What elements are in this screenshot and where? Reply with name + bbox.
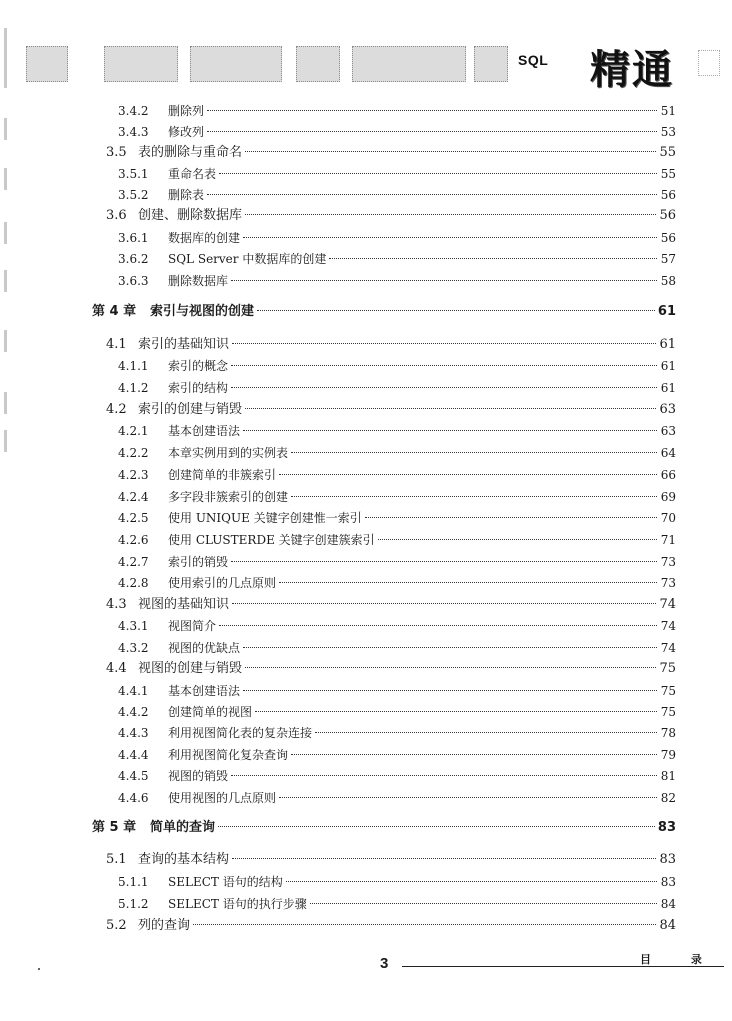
toc-entry-number: 4.4 [106,661,127,676]
toc-entry-title: 视图的销毁 [168,769,229,783]
toc-entry-page: 81 [660,769,676,783]
toc-entry-title: 创建简单的非簇索引 [168,468,277,482]
toc-entry-title: 视图简介 [168,619,217,633]
toc-entry-page: 57 [660,252,676,266]
toc-entry-title: 视图的创建与销毁 [138,661,243,676]
header-pattern-block [26,46,68,82]
toc-leader-dots [310,903,657,904]
toc-leader-dots [207,110,657,111]
toc-entry-title: 查询的基本结构 [138,852,230,867]
toc-leader-dots [231,775,657,776]
scan-edge-mark [4,330,7,352]
toc-leader-dots [232,603,656,604]
scan-edge-mark [4,28,7,88]
toc-entry-number: 4.2.2 [118,446,149,460]
toc-entry-title: 多字段非簇索引的创建 [168,490,289,504]
toc-entry-number: 4.3.2 [118,641,149,655]
toc-subsection-entry [118,552,676,572]
toc-entry-page: 64 [660,446,676,460]
toc-entry-number: 4.2.6 [118,533,149,547]
toc-entry-number: 5.1 [106,852,127,867]
toc-entry-title: 索引的创建与销毁 [138,402,243,417]
toc-entry-page: 71 [660,533,676,547]
scan-speck [38,968,40,970]
page-header [0,28,732,98]
header-pattern-block [296,46,340,82]
toc-leader-dots [286,881,657,882]
toc-section-entry [106,335,676,355]
toc-entry-number: 3.4.3 [118,125,149,139]
toc-leader-dots [279,582,657,583]
toc-leader-dots [231,280,657,281]
toc-entry-page: 56 [659,208,676,223]
toc-leader-dots [291,754,657,755]
toc-entry-page: 74 [660,641,676,655]
toc-entry-number: 3.6.3 [118,274,149,288]
toc-entry-title: 索引的销毁 [168,555,229,569]
toc-section-entry [106,595,676,615]
toc-entry-number: 4.1.1 [118,359,149,373]
toc-leader-dots [219,625,657,626]
toc-subsection-entry [118,681,676,701]
toc-entry-number: 4.1.2 [118,381,149,395]
toc-entry-title: 删除数据库 [168,274,229,288]
toc-entry-page: 63 [660,424,676,438]
toc-subsection-entry [118,249,676,269]
toc-entry-page: 84 [660,897,676,911]
toc-entry-number: 4.4.4 [118,748,149,762]
toc-entry-number: 5.1.1 [118,875,149,889]
toc-entry-page: 83 [659,852,676,867]
toc-entry-title: 简单的查询 [150,820,216,835]
toc-entry-title: 创建简单的视图 [168,705,253,719]
toc-section-entry [106,850,676,870]
toc-entry-page: 56 [660,231,676,245]
toc-entry-page: 51 [660,104,676,118]
toc-entry-number: 4.2.4 [118,490,149,504]
toc-entry-page: 83 [660,875,676,889]
toc-entry-number: 4.2.5 [118,511,149,525]
toc-leader-dots [257,310,655,311]
scan-edge-mark [4,118,7,140]
toc-section-entry [106,206,676,226]
toc-entry-number: 第 5 章 [92,820,137,835]
toc-entry-page: 55 [659,145,676,160]
toc-leader-dots [291,452,657,453]
toc-entry-page: 53 [660,125,676,139]
scan-edge-mark [4,392,7,414]
toc-leader-dots [231,387,657,388]
toc-entry-page: 61 [659,337,676,352]
toc-entry-page: 75 [660,705,676,719]
toc-leader-dots [243,690,657,691]
page-number: 3 [380,955,389,972]
toc-subsection-entry [118,638,676,658]
toc-subsection-entry [118,530,676,550]
toc-section-entry [106,659,676,679]
toc-entry-title: 索引的概念 [168,359,229,373]
toc-leader-dots [255,711,657,712]
toc-entry-page: 70 [660,511,676,525]
toc-entry-number: 3.4.2 [118,104,149,118]
toc-entry-page: 73 [660,555,676,569]
toc-leader-dots [207,131,657,132]
header-right-mark [698,50,720,76]
toc-entry-number: 4.3.1 [118,619,149,633]
toc-subsection-entry [118,788,676,808]
toc-subsection-entry [118,766,676,786]
toc-entry-title: 索引与视图的创建 [150,304,255,319]
toc-entry-number: 5.1.2 [118,897,149,911]
toc-entry-title: SELECT 语句的执行步骤 [168,897,307,911]
toc-subsection-entry [118,872,676,892]
header-sql-label: SQL [518,52,549,68]
toc-leader-dots [245,408,656,409]
toc-leader-dots [231,365,657,366]
toc-leader-dots [279,474,657,475]
toc-subsection-entry [118,465,676,485]
toc-entry-number: 4.2.3 [118,468,149,482]
toc-entry-page: 83 [657,820,676,835]
toc-entry-title: 重命名表 [168,167,217,181]
toc-subsection-entry [118,894,676,914]
header-pattern-block [474,46,508,82]
toc-leader-dots [245,214,656,215]
toc-subsection-entry [118,421,676,441]
toc-leader-dots [232,858,656,859]
toc-entry-page: 63 [659,402,676,417]
toc-entry-number: 4.4.3 [118,726,149,740]
toc-entry-page: 66 [660,468,676,482]
toc-leader-dots [219,173,657,174]
toc-leader-dots [243,430,657,431]
toc-entry-title: 修改列 [168,125,205,139]
toc-subsection-entry [118,443,676,463]
toc-subsection-entry [118,487,676,507]
toc-entry-page: 69 [660,490,676,504]
toc-leader-dots [232,343,656,344]
toc-leader-dots [279,797,657,798]
toc-entry-title: 索引的结构 [168,381,229,395]
scan-edge-mark [4,270,7,292]
toc-subsection-entry [118,508,676,528]
toc-subsection-entry [118,122,676,142]
toc-entry-page: 56 [660,188,676,202]
toc-subsection-entry [118,228,676,248]
toc-entry-number: 3.5.1 [118,167,149,181]
toc-entry-page: 75 [659,661,676,676]
toc-entry-number: 4.3 [106,597,127,612]
toc-entry-title: 视图的优缺点 [168,641,241,655]
toc-entry-title: 基本创建语法 [168,684,241,698]
toc-entry-page: 61 [660,359,676,373]
toc-entry-number: 3.5.2 [118,188,149,202]
toc-leader-dots [291,496,657,497]
toc-entry-page: 61 [660,381,676,395]
toc-chapter-entry [92,302,676,322]
toc-leader-dots [207,194,657,195]
toc-entry-number: 3.6 [106,208,127,223]
toc-entry-page: 79 [660,748,676,762]
toc-section-entry [106,400,676,420]
toc-entry-number: 4.2 [106,402,127,417]
toc-entry-title: 本章实例用到的实例表 [168,446,289,460]
toc-subsection-entry [118,271,676,291]
toc-entry-page: 55 [660,167,676,181]
toc-leader-dots [365,517,657,518]
toc-subsection-entry [118,573,676,593]
toc-entry-title: 删除表 [168,188,205,202]
toc-entry-number: 4.2.7 [118,555,149,569]
toc-entry-number: 4.2.1 [118,424,149,438]
toc-leader-dots [243,237,657,238]
toc-entry-page: 75 [660,684,676,698]
toc-entry-page: 73 [660,576,676,590]
toc-entry-page: 74 [659,597,676,612]
toc-subsection-entry [118,378,676,398]
toc-entry-title: 表的删除与重命名 [138,145,243,160]
toc-entry-number: 4.4.2 [118,705,149,719]
toc-entry-page: 61 [657,304,676,319]
header-pattern-block [190,46,282,82]
scan-edge-mark [4,168,7,190]
toc-entry-number: 4.1 [106,337,127,352]
toc-entry-title: 删除列 [168,104,205,118]
scan-edge-mark [4,222,7,244]
toc-subsection-entry [118,745,676,765]
toc-entry-number: 5.2 [106,918,127,933]
toc-entry-title: 创建、删除数据库 [138,208,243,223]
toc-subsection-entry [118,723,676,743]
toc-leader-dots [193,924,656,925]
toc-subsection-entry [118,356,676,376]
toc-entry-number: 4.4.5 [118,769,149,783]
toc-entry-title: 使用索引的几点原则 [168,576,277,590]
toc-entry-title: 索引的基础知识 [138,337,230,352]
toc-leader-dots [378,539,657,540]
toc-entry-title: 基本创建语法 [168,424,241,438]
toc-entry-number: 4.4.6 [118,791,149,805]
toc-chapter-entry [92,818,676,838]
toc-entry-number: 4.4.1 [118,684,149,698]
scan-edge-mark [4,430,7,452]
toc-leader-dots [245,667,656,668]
toc-entry-page: 74 [660,619,676,633]
toc-entry-title: 数据库的创建 [168,231,241,245]
toc-entry-title: SELECT 语句的结构 [168,875,283,889]
toc-subsection-entry [118,702,676,722]
toc-section-entry [106,143,676,163]
toc-entry-title: 使用 UNIQUE 关键字创建惟一索引 [168,511,362,525]
toc-leader-dots [245,151,656,152]
header-pattern-block [352,46,466,82]
toc-subsection-entry [118,164,676,184]
toc-entry-number: 第 4 章 [92,304,137,319]
toc-leader-dots [231,561,657,562]
toc-entry-number: 3.6.1 [118,231,149,245]
header-title: 精通 [590,47,674,93]
toc-entry-title: 视图的基础知识 [138,597,230,612]
toc-leader-dots [315,732,657,733]
toc-entry-page: 84 [659,918,676,933]
toc-subsection-entry [118,185,676,205]
toc-subsection-entry [118,101,676,121]
toc-leader-dots [243,647,657,648]
toc-entry-title: 利用视图简化表的复杂连接 [168,726,313,740]
toc-entry-page: 58 [660,274,676,288]
toc-entry-title: 使用视图的几点原则 [168,791,277,805]
header-pattern-block [104,46,178,82]
toc-entry-title: 利用视图简化复杂查询 [168,748,289,762]
toc-entry-number: 3.6.2 [118,252,149,266]
toc-entry-page: 82 [660,791,676,805]
toc-entry-title: 使用 CLUSTERDE 关键字创建簇索引 [168,533,375,547]
toc-subsection-entry [118,616,676,636]
toc-leader-dots [218,826,655,827]
toc-entry-title: SQL Server 中数据库的创建 [168,252,327,266]
toc-entry-number: 4.2.8 [118,576,149,590]
toc-leader-dots [329,258,657,259]
toc-entry-number: 3.5 [106,145,127,160]
toc-entry-page: 78 [660,726,676,740]
toc-entry-title: 列的查询 [138,918,191,933]
toc-section-entry [106,916,676,936]
footer-section-label: 目 录 [640,953,720,966]
